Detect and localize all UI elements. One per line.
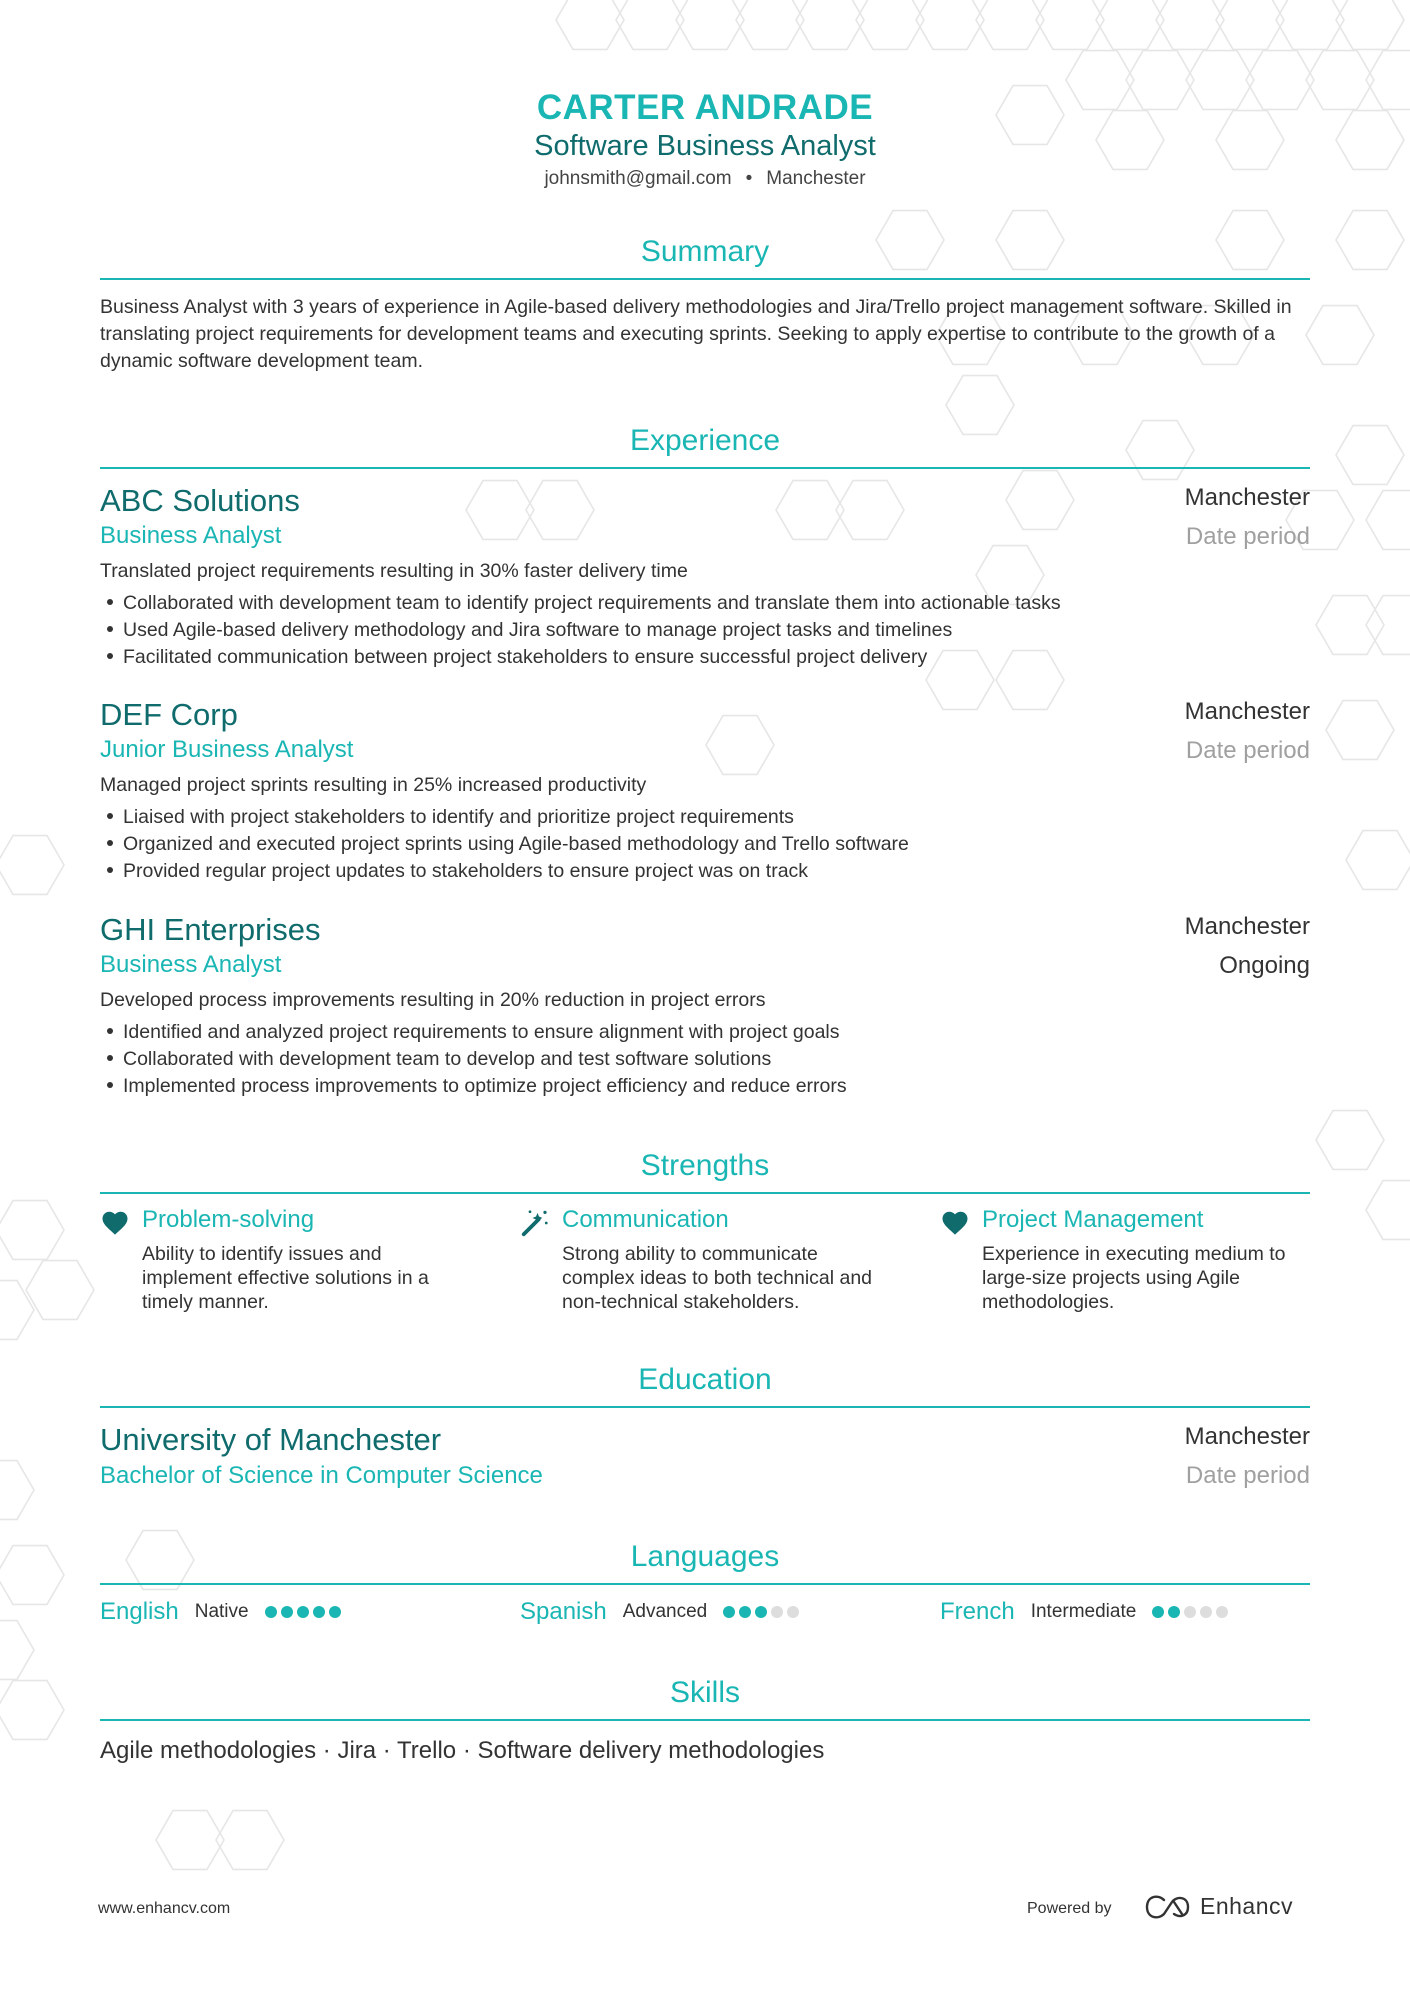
- summary-text: Business Analyst with 3 years of experience in Agile-based delivery methodologies and Jira/Trello project management software. Skilled in translating project requirements for development teams and executing sprints. Seeking to apply expertise to contribute to the growth of a dynamic software development team.: [100, 296, 1292, 372]
- job-date: Date period: [1185, 737, 1310, 764]
- section-divider: [100, 1406, 1310, 1408]
- job-role: Business Analyst: [100, 951, 282, 978]
- job-company: ABC Solutions: [100, 483, 300, 518]
- job-role: Business Analyst: [100, 522, 282, 549]
- heart-icon: [100, 1208, 130, 1238]
- rating-dot-empty: [787, 1606, 799, 1618]
- job-date: Ongoing: [1219, 952, 1310, 979]
- language-item: [100, 1598, 341, 1626]
- contact-email[interactable]: johnsmith@gmail.com: [544, 168, 732, 189]
- rating-dot-filled: [723, 1606, 735, 1618]
- education-date: Date period: [1185, 1462, 1310, 1489]
- section-title-summary: Summary: [640, 235, 770, 268]
- section-divider: [100, 1583, 1310, 1585]
- education-location: Manchester: [1184, 1423, 1310, 1450]
- job-bullet: Used Agile-based delivery methodology and Jira software to manage project tasks and timelines: [104, 617, 1061, 644]
- contact-line: [0, 168, 1410, 190]
- strength-title: Project Management: [982, 1206, 1204, 1233]
- rating-dot-filled: [265, 1606, 277, 1618]
- job-bullets: [104, 590, 1061, 671]
- section-divider: [100, 1719, 1310, 1721]
- job-bullet: Collaborated with development team to identify project requirements and translate them into actionable tasks: [104, 590, 1061, 617]
- job-bullet: Organized and executed project sprints using Agile-based methodology and Trello software: [104, 831, 909, 858]
- rating-dot-filled: [1152, 1606, 1164, 1618]
- job-description: Translated project requirements resulting in 30% faster delivery time: [100, 560, 688, 582]
- rating-dot-empty: [1216, 1606, 1228, 1618]
- rating-dot-filled: [297, 1606, 309, 1618]
- rating-dot-filled: [313, 1606, 325, 1618]
- job-location: Manchester: [1184, 913, 1310, 940]
- job-bullet: Facilitated communication between project stakeholders to ensure successful project delivery: [104, 644, 1061, 671]
- language-name: Spanish: [520, 1598, 607, 1625]
- language-item: [520, 1598, 799, 1626]
- separator-dot: •: [745, 168, 753, 189]
- job-company: DEF Corp: [100, 697, 238, 732]
- section-title-experience: Experience: [629, 424, 781, 457]
- contact-location: Manchester: [766, 168, 866, 189]
- job-bullet: Identified and analyzed project requirements to ensure alignment with project goals: [104, 1019, 847, 1046]
- job-bullets: [104, 1019, 847, 1100]
- job-date: Date period: [1185, 523, 1310, 550]
- brand-name: Enhancv: [1200, 1893, 1294, 1919]
- language-level: Intermediate: [1030, 1601, 1137, 1622]
- strength-title: Communication: [562, 1206, 729, 1233]
- section-title-education: Education: [638, 1363, 772, 1396]
- section-title-strengths: Strengths: [640, 1149, 770, 1182]
- magic-wand-icon: [520, 1208, 550, 1238]
- job-bullets: [104, 804, 909, 885]
- rating-dot-filled: [329, 1606, 341, 1618]
- language-level: Native: [194, 1601, 249, 1622]
- job-location: Manchester: [1184, 484, 1310, 511]
- language-level: Advanced: [622, 1601, 708, 1622]
- heart-icon: [940, 1208, 970, 1238]
- section-divider: [100, 1192, 1310, 1194]
- rating-dot-filled: [739, 1606, 751, 1618]
- education-school: University of Manchester: [100, 1422, 442, 1457]
- job-bullet: Collaborated with development team to develop and test software solutions: [104, 1046, 847, 1073]
- strength-title: Problem-solving: [142, 1206, 315, 1233]
- powered-by-label: Powered by: [1027, 1900, 1112, 1917]
- job-location: Manchester: [1184, 698, 1310, 725]
- job-bullet: Implemented process improvements to optimize project efficiency and reduce errors: [104, 1073, 847, 1100]
- language-rating: [1152, 1606, 1228, 1618]
- rating-dot-empty: [1200, 1606, 1212, 1618]
- section-divider: [100, 467, 1310, 469]
- section-title-languages: Languages: [630, 1540, 780, 1573]
- strength-description: Experience in executing medium to large-size projects using Agile methodologies.: [982, 1243, 1286, 1313]
- language-item: [940, 1598, 1228, 1626]
- candidate-name: CARTER ANDRADE: [536, 88, 874, 127]
- rating-dot-empty: [771, 1606, 783, 1618]
- job-company: GHI Enterprises: [100, 912, 321, 947]
- language-name: English: [100, 1598, 179, 1625]
- job-description: Managed project sprints resulting in 25% increased productivity: [100, 774, 647, 796]
- brand-logo[interactable]: [1144, 1893, 1293, 1920]
- language-name: French: [940, 1598, 1015, 1625]
- strength-description: Strong ability to communicate complex ideas to both technical and non-technical stakeholders.: [562, 1243, 873, 1313]
- enhancv-logo-icon: [1144, 1894, 1192, 1920]
- footer-website-link[interactable]: www.enhancv.com: [98, 1900, 231, 1917]
- rating-dot-filled: [755, 1606, 767, 1618]
- skills-list: Agile methodologies · Jira · Trello · Software delivery methodologies: [100, 1737, 825, 1764]
- candidate-headline: Software Business Analyst: [534, 130, 876, 162]
- rating-dot-filled: [281, 1606, 293, 1618]
- job-description: Developed process improvements resulting in 20% reduction in project errors: [100, 989, 766, 1011]
- rating-dot-filled: [1168, 1606, 1180, 1618]
- job-bullet: Liaised with project stakeholders to identify and prioritize project requirements: [104, 804, 909, 831]
- job-role: Junior Business Analyst: [100, 736, 354, 763]
- language-rating: [723, 1606, 799, 1618]
- language-rating: [265, 1606, 341, 1618]
- section-title-skills: Skills: [669, 1676, 740, 1709]
- job-bullet: Provided regular project updates to stakeholders to ensure project was on track: [104, 858, 909, 885]
- strength-description: Ability to identify issues and implement effective solutions in a timely manner.: [142, 1243, 429, 1313]
- education-degree: Bachelor of Science in Computer Science: [100, 1462, 543, 1489]
- section-divider: [100, 278, 1310, 280]
- rating-dot-empty: [1184, 1606, 1196, 1618]
